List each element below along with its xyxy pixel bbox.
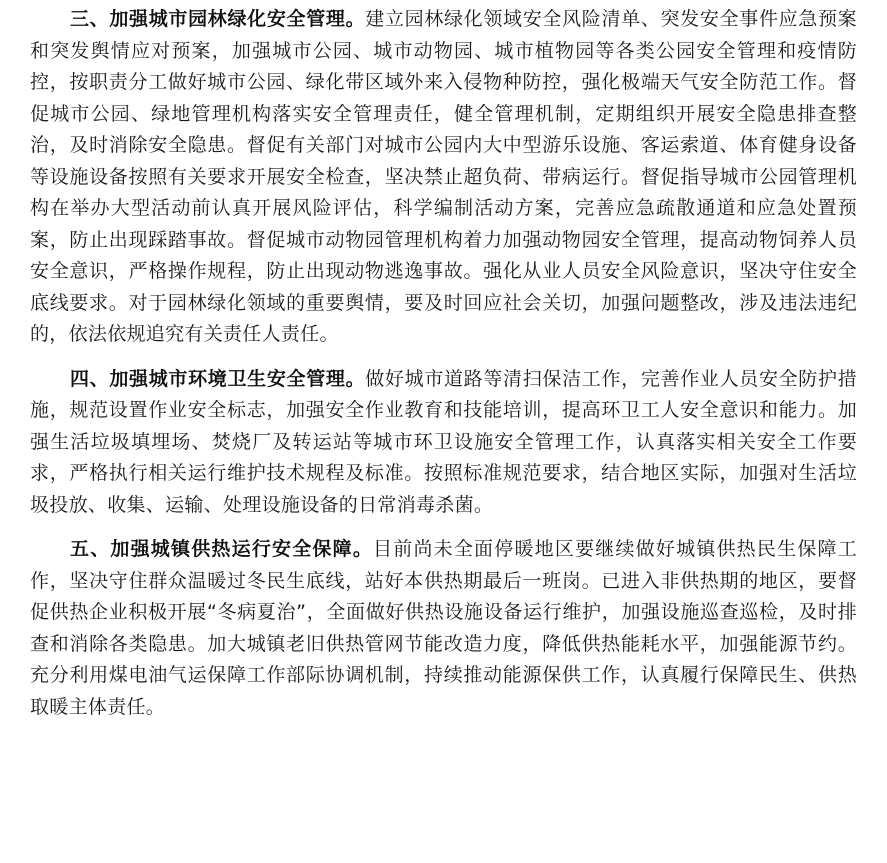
section-five-heading: 五、加强城镇供热运行安全保障。 <box>70 538 374 560</box>
section-three-body: 建立园林绿化领域安全风险清单、突发安全事件应急预案和突发舆情应对预案，加强城市公园、城市动物园、城市植物园等各类公园安全管理和疫情防控，按职责分工做好城市公园、绿化带区域外来入侵物种防控，强化极端天气安全防范工作。督促城市公园、绿地管理机构落实安全管理责任，健全管理机制，定期组织开展安全隐患排查整治，及时消除安全隐患。督促有关部门对城市公园内大中型游乐设施、客运索道、体育健身设备等设施设备按照有关要求开展安全检查，坚决禁止超负荷、带病运行。督促指导城市公园管理机构在举办大型活动前认真开展风险评估，科学编制活动方案，完善应急疏散通道和应急处置预案，防止出现踩踏事故。督促城市动物园管理机构着力加强动物园安全管理，提高动物饲养人员安全意识，严格操作规程，防止出现动物逃逸事故。强化从业人员安全风险意识，坚决守住安全底线要求。对于园林绿化领域的重要舆情，要及时回应社会关切，加强问题整改，涉及违法违纪的，依法依规追究有关责任人责任。 <box>30 8 857 345</box>
section-five-paragraph <box>30 534 857 723</box>
section-four-heading: 四、加强城市环境卫生安全管理。 <box>70 367 366 390</box>
section-three-paragraph <box>30 0 857 351</box>
section-five-body: 目前尚未全面停暖地区要继续做好城镇供热民生保障工作，坚决守住群众温暖过冬民生底线，站好本供热期最后一班岗。已进入非供热期的地区，要督促供热企业积极开展“冬病夏治”，全面做好供热设施设备运行维护，加强设施巡查巡检，及时排查和消除各类隐患。加大城镇老旧供热管网节能改造力度，降低供热能耗水平，加强能源节约。充分利用煤电油气运保障工作部际协调机制，持续推动能源保供工作，认真履行保障民生、供热取暖主体责任。 <box>30 538 857 718</box>
section-three-heading: 三、加强城市园林绿化安全管理。 <box>70 8 366 30</box>
section-four-paragraph <box>30 364 857 522</box>
section-four-body: 做好城市道路等清扫保洁工作，完善作业人员安全防护措施，规范设置作业安全标志，加强安全作业教育和技能培训，提高环卫工人安全意识和能力。加强生活垃圾填埋场、焚烧厂及转运站等城市环卫设施安全管理工作，认真落实相关安全工作要求，严格执行相关运行维护技术规程及标准。按照标准规范要求，结合地区实际，加强对生活垃圾投放、收集、运输、处理设施设备的日常消毒杀菌。 <box>30 367 857 516</box>
